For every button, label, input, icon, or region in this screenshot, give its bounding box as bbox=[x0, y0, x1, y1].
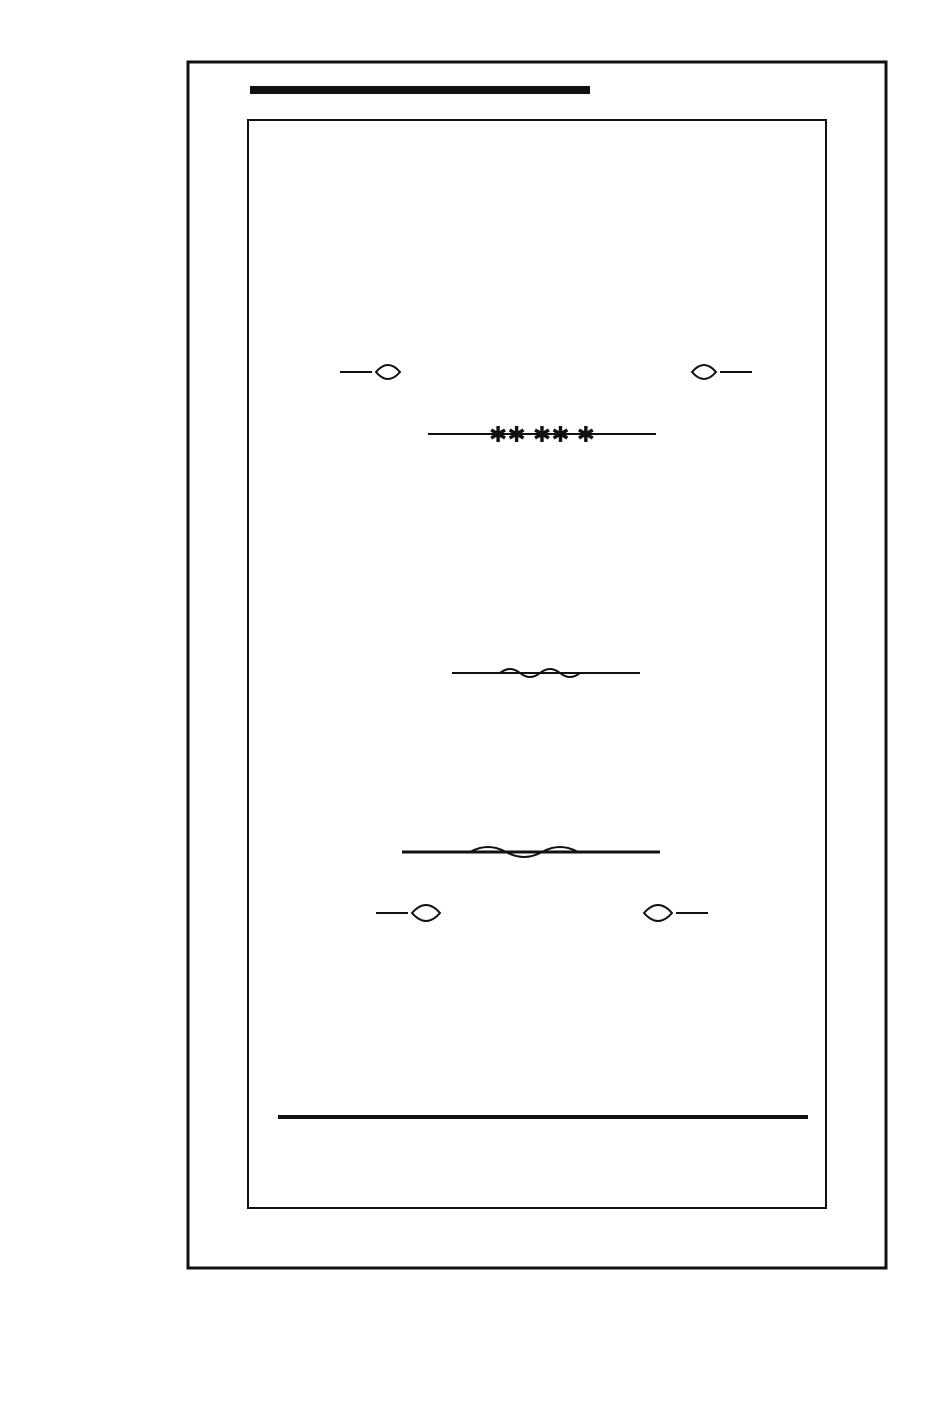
divider-ornament-3 bbox=[402, 847, 660, 857]
divider-stars-1 bbox=[428, 423, 656, 448]
divider-ornament-2 bbox=[452, 669, 640, 677]
edition-side-ornaments bbox=[376, 905, 708, 921]
book-heading bbox=[300, 170, 780, 340]
title-side-ornaments bbox=[340, 365, 752, 379]
top-bar bbox=[250, 86, 590, 94]
svg-text:✱✱ ✱✱ ✱: ✱✱ ✱✱ ✱ bbox=[488, 423, 596, 448]
